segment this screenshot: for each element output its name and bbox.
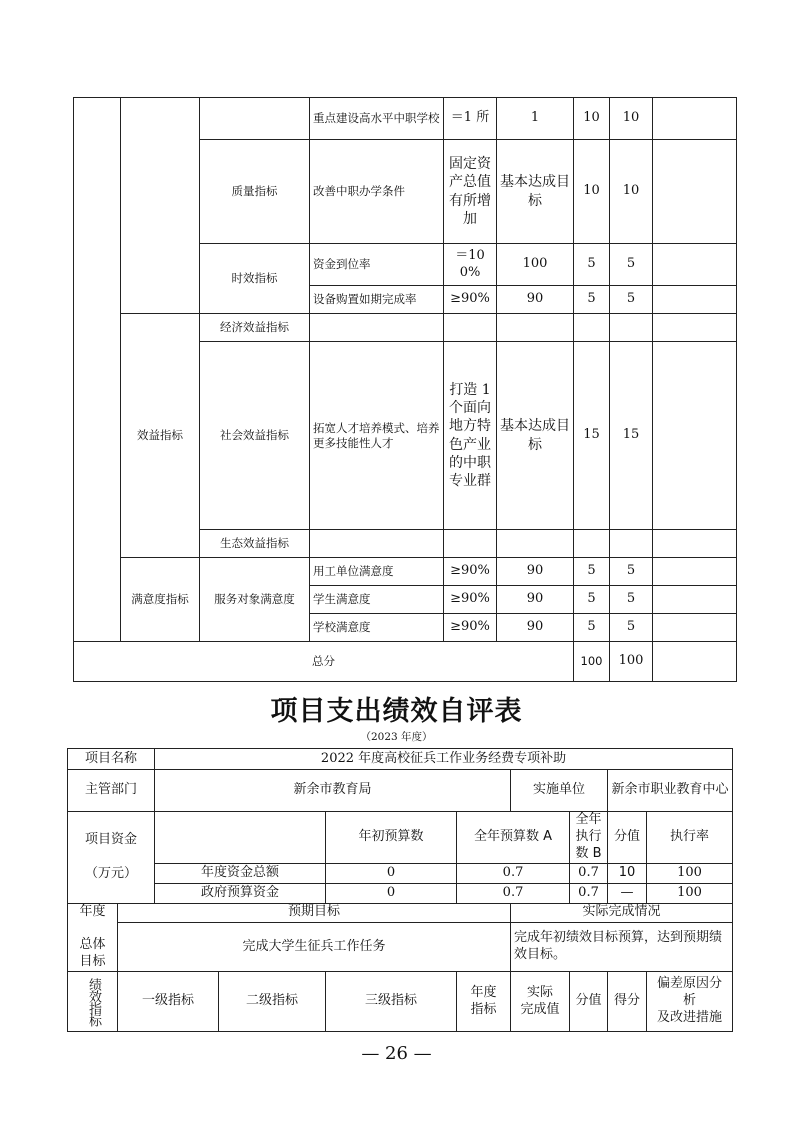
l2-cell: 经济效益指标 bbox=[200, 314, 310, 342]
target-cell: ≥90% bbox=[444, 558, 497, 586]
row-gov-exec: 0.7 bbox=[570, 883, 608, 903]
total-score-value: 100 bbox=[574, 642, 610, 682]
row-total-rate: 100 bbox=[647, 863, 733, 883]
score-value-cell: 15 bbox=[574, 342, 610, 530]
h-target-1: 年度 bbox=[470, 984, 497, 1000]
row-gov-full: 0.7 bbox=[457, 883, 570, 903]
l3-cell: 学校满意度 bbox=[310, 614, 444, 642]
col-budget-full: 全年预算数 A bbox=[457, 812, 570, 864]
actual-cell: 90 bbox=[497, 614, 574, 642]
target-cell: ≥90% bbox=[444, 586, 497, 614]
h-target bbox=[457, 972, 511, 1032]
target-cell: 固定资产总值有所增加 bbox=[444, 140, 497, 244]
row-total-exec: 0.7 bbox=[570, 863, 608, 883]
score-cell: 5 bbox=[610, 558, 653, 586]
l1-cell: 效益指标 bbox=[121, 314, 200, 558]
row-gov-initial: 0 bbox=[326, 883, 457, 903]
blank-cell bbox=[444, 314, 497, 342]
actual-cell: 100 bbox=[497, 244, 574, 286]
target-cell: 打造 1 个面向地方特色产业的中职专业群 bbox=[444, 342, 497, 530]
l3-cell: 资金到位率 bbox=[310, 244, 444, 286]
blank-cell bbox=[653, 314, 737, 342]
blank-cell bbox=[497, 314, 574, 342]
actual-label: 实际完成情况 bbox=[511, 903, 733, 922]
blank-cell bbox=[653, 140, 737, 244]
blank-cell bbox=[155, 812, 326, 864]
row-total-score-value: 10 bbox=[608, 863, 647, 883]
expected-value: 完成大学生征兵工作任务 bbox=[118, 922, 511, 971]
blank-cell bbox=[444, 530, 497, 558]
score-cell: 10 bbox=[610, 140, 653, 244]
blank-cell bbox=[310, 530, 444, 558]
form-title: 项目支出绩效自评表 bbox=[270, 696, 523, 727]
row-total-initial: 0 bbox=[326, 863, 457, 883]
blank-cell bbox=[74, 98, 121, 642]
h-score: 得分 bbox=[608, 972, 647, 1032]
dept-value: 新余市教育局 bbox=[155, 770, 511, 812]
page-number: — 26 — bbox=[361, 1043, 432, 1064]
blank-cell bbox=[200, 98, 310, 140]
blank-cell bbox=[653, 614, 737, 642]
score-cell: 15 bbox=[610, 342, 653, 530]
score-cell: 5 bbox=[610, 286, 653, 314]
target-cell: ＝1 所 bbox=[444, 98, 497, 140]
score-value-cell: 5 bbox=[574, 586, 610, 614]
blank-cell bbox=[653, 642, 737, 682]
blank-cell bbox=[121, 98, 200, 314]
score-value-cell: 5 bbox=[574, 614, 610, 642]
l3-cell: 设备购置如期完成率 bbox=[310, 286, 444, 314]
blank-cell bbox=[310, 314, 444, 342]
h-l3: 三级指标 bbox=[326, 972, 457, 1032]
funds-label-text: 项目资金 bbox=[85, 832, 138, 847]
funds-label bbox=[68, 812, 155, 904]
h-reason bbox=[647, 972, 733, 1032]
score-value-cell: 10 bbox=[574, 98, 610, 140]
h-reason-2: 析 bbox=[683, 993, 697, 1009]
form-year: （2023 年度） bbox=[360, 731, 433, 743]
h-l2: 二级指标 bbox=[219, 972, 326, 1032]
h-actual-1: 实际 bbox=[527, 984, 554, 1000]
h-score-value: 分值 bbox=[570, 972, 608, 1032]
impl-value: 新余市职业教育中心 bbox=[608, 770, 733, 812]
score-value-cell: 10 bbox=[574, 140, 610, 244]
goal-label-2: 总体 bbox=[79, 937, 106, 953]
l3-cell: 学生满意度 bbox=[310, 586, 444, 614]
l2-cell: 质量指标 bbox=[200, 140, 310, 244]
actual-cell: 1 bbox=[497, 98, 574, 140]
actual-cell: 90 bbox=[497, 586, 574, 614]
h-l1: 一级指标 bbox=[118, 972, 219, 1032]
blank-cell bbox=[653, 586, 737, 614]
row-gov-label: 政府预算资金 bbox=[155, 883, 326, 903]
blank-cell bbox=[653, 342, 737, 530]
score-cell: 5 bbox=[610, 614, 653, 642]
target-cell: ＝100% bbox=[444, 244, 497, 286]
col-budget-initial: 年初预算数 bbox=[326, 812, 457, 864]
actual-cell: 基本达成目标 bbox=[497, 342, 574, 530]
col-exec-rate: 执行率 bbox=[647, 812, 733, 864]
l2-cell: 时效指标 bbox=[200, 244, 310, 314]
target-cell: ≥90% bbox=[444, 614, 497, 642]
score-cell: 5 bbox=[610, 244, 653, 286]
h-actual bbox=[511, 972, 570, 1032]
l2-cell: 生态效益指标 bbox=[200, 530, 310, 558]
h-target-2: 指标 bbox=[470, 1001, 497, 1017]
score-value-cell: 5 bbox=[574, 244, 610, 286]
l3-cell: 用工单位满意度 bbox=[310, 558, 444, 586]
col-score-value: 分值 bbox=[608, 812, 647, 864]
score-value-cell: 5 bbox=[574, 558, 610, 586]
indicator-table-continued bbox=[73, 97, 737, 682]
l3-cell: 拓宽人才培养模式、培养更多技能性人才 bbox=[310, 342, 444, 530]
score-cell: 10 bbox=[610, 98, 653, 140]
blank-cell bbox=[653, 530, 737, 558]
l2-cell: 社会效益指标 bbox=[200, 342, 310, 530]
h-reason-1: 偏差原因分 bbox=[657, 976, 723, 992]
blank-cell bbox=[574, 530, 610, 558]
total-label: 总分 bbox=[74, 642, 574, 682]
project-name: 2022 年度高校征兵工作业务经费专项补助 bbox=[155, 749, 733, 770]
total-score: 100 bbox=[610, 642, 653, 682]
blank-cell bbox=[653, 286, 737, 314]
score-cell: 5 bbox=[610, 586, 653, 614]
goal-label bbox=[68, 903, 118, 972]
blank-cell bbox=[610, 530, 653, 558]
blank-cell bbox=[610, 314, 653, 342]
score-value-cell: 5 bbox=[574, 286, 610, 314]
l3-cell: 重点建设高水平中职学校 bbox=[310, 98, 444, 140]
expected-label: 预期目标 bbox=[118, 903, 511, 922]
dept-label: 主管部门 bbox=[68, 770, 155, 812]
target-cell: ≥90% bbox=[444, 286, 497, 314]
actual-value: 完成年初绩效目标预算，达到预期绩效目标。 bbox=[511, 922, 733, 971]
row-total-full: 0.7 bbox=[457, 863, 570, 883]
goal-label-3: 目标 bbox=[79, 954, 106, 970]
l2-cell: 服务对象满意度 bbox=[200, 558, 310, 642]
row-total-label: 年度资金总额 bbox=[155, 863, 326, 883]
h-actual-2: 完成值 bbox=[520, 1001, 560, 1017]
perf-label: 绩效指标 bbox=[68, 972, 118, 1032]
blank-cell bbox=[574, 314, 610, 342]
blank-cell bbox=[653, 98, 737, 140]
funds-unit: （万元） bbox=[85, 865, 138, 881]
self-evaluation-form bbox=[67, 748, 733, 1032]
goal-label-1: 年度 bbox=[79, 903, 106, 919]
actual-cell: 90 bbox=[497, 286, 574, 314]
blank-cell bbox=[653, 244, 737, 286]
row-gov-score-value: — bbox=[608, 883, 647, 903]
l1-cell: 满意度指标 bbox=[121, 558, 200, 642]
col-exec: 全年执行数 B bbox=[570, 812, 608, 864]
impl-label: 实施单位 bbox=[511, 770, 608, 812]
h-reason-3: 及改进措施 bbox=[657, 1010, 723, 1026]
actual-cell: 90 bbox=[497, 558, 574, 586]
row-gov-rate: 100 bbox=[647, 883, 733, 903]
actual-cell: 基本达成目标 bbox=[497, 140, 574, 244]
blank-cell bbox=[653, 558, 737, 586]
l3-cell: 改善中职办学条件 bbox=[310, 140, 444, 244]
blank-cell bbox=[497, 530, 574, 558]
project-name-label: 项目名称 bbox=[68, 749, 155, 770]
